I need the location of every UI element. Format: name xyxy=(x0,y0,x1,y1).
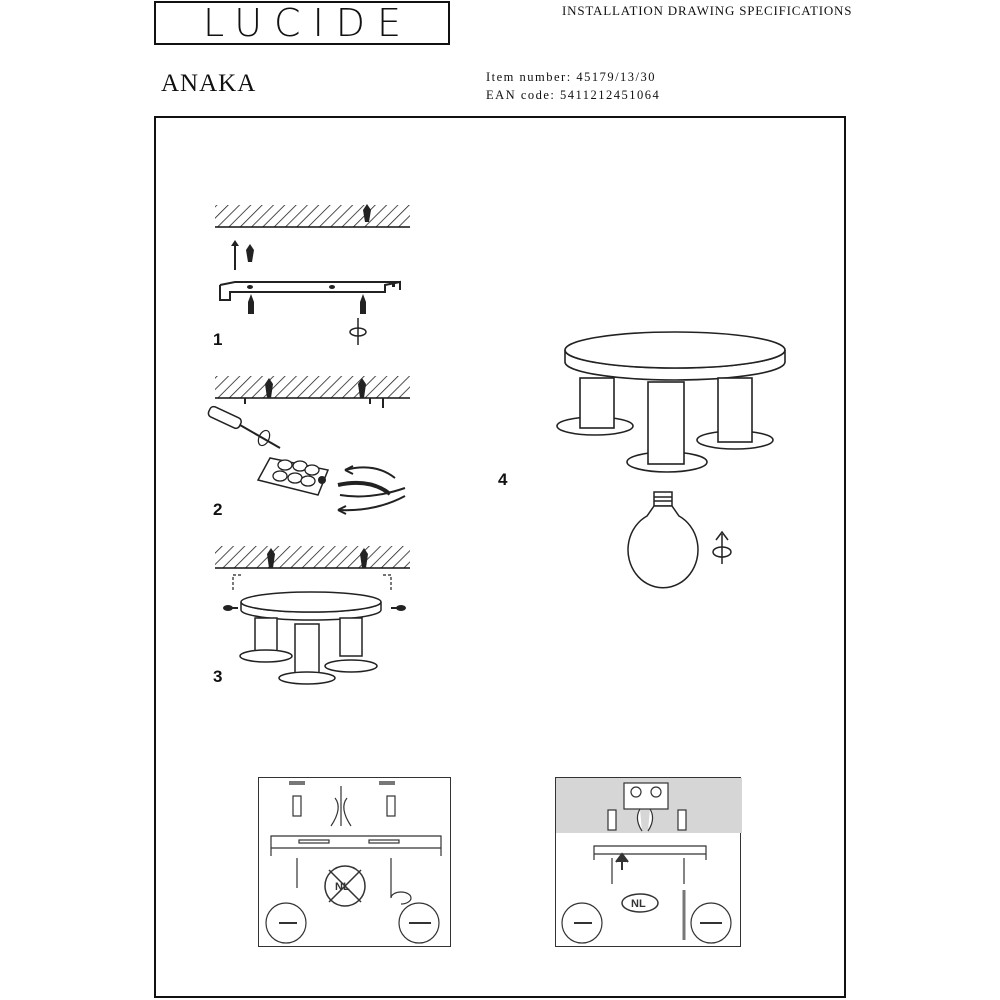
brand-name: LUCIDE xyxy=(202,1,414,45)
step-label-4: 4 xyxy=(498,470,508,489)
terminal-block-icon xyxy=(258,458,328,495)
ceiling-lamp-icon xyxy=(557,332,785,472)
product-name: ANAKA xyxy=(161,70,257,97)
mounting-bracket-icon xyxy=(220,282,400,300)
inset-left-mounting xyxy=(258,777,451,947)
brand-logo xyxy=(154,1,450,45)
step2-illustration xyxy=(200,370,430,520)
inset-left-illustration xyxy=(259,778,452,948)
rotate-arrow-icon xyxy=(350,318,366,345)
spec-title: INSTALLATION DRAWING SPECIFICATIONS xyxy=(562,3,853,18)
screw-icon xyxy=(391,605,406,611)
nl-badge-icon xyxy=(622,894,658,912)
inset-right-illustration xyxy=(556,778,742,948)
inset-right-badge: NL xyxy=(631,898,646,910)
ceiling-hatch xyxy=(215,205,410,227)
item-info xyxy=(486,68,660,104)
light-bulb-icon xyxy=(628,492,698,588)
rotate-arrow-icon xyxy=(713,532,731,564)
ean-code: EAN code: 5411212451064 xyxy=(486,88,661,102)
wall-plug-icon xyxy=(246,244,254,262)
inset-left-badge: NL xyxy=(335,881,350,893)
screwdriver-icon xyxy=(207,405,280,448)
ceiling-hatch xyxy=(215,376,410,398)
step-label-3: 3 xyxy=(213,667,223,686)
step-label-2: 2 xyxy=(213,500,223,519)
no-nl-icon xyxy=(325,866,365,906)
ceiling-hatch xyxy=(215,546,410,568)
step3-illustration xyxy=(205,540,420,690)
step1-illustration xyxy=(210,200,420,350)
wire-arrows-icon xyxy=(338,466,405,514)
step-label-1: 1 xyxy=(213,330,223,349)
item-number: Item number: 45179/13/30 xyxy=(486,70,657,84)
screw-icon xyxy=(223,605,238,611)
step4-illustration xyxy=(550,320,790,590)
inset-right-mounting xyxy=(555,777,741,947)
ceiling-lamp-icon xyxy=(240,592,381,684)
screw-icon xyxy=(231,240,239,270)
